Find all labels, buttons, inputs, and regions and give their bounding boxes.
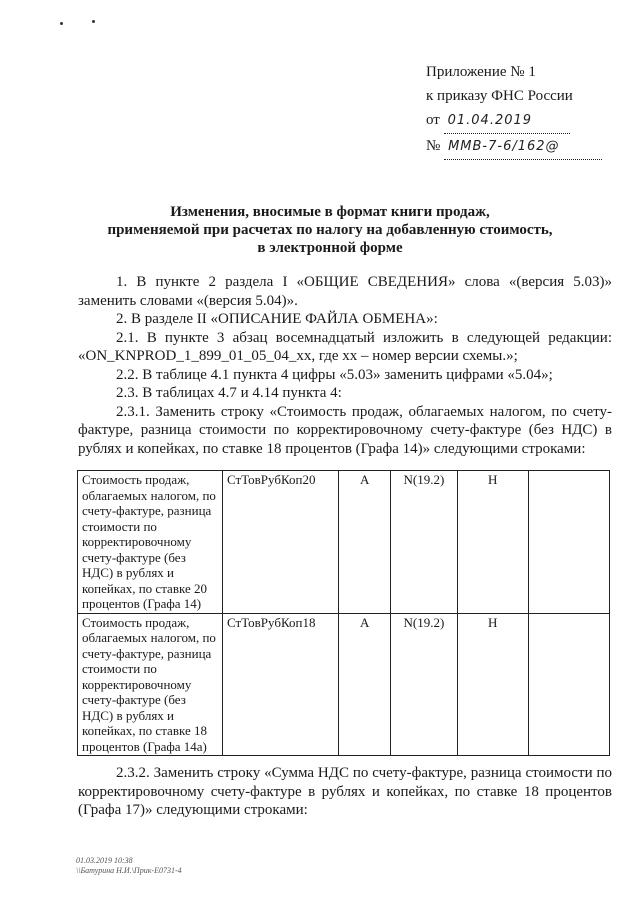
cell-extra [528,613,609,756]
paragraph-2-2: 2.2. В таблице 4.1 пункта 4 цифры «5.03» заменить цифрами «5.04»; [116,366,553,383]
cell-name: Стоимость продаж, облагаемых налогом, по счету-фактуре, разница стоимости по корректировочному счету-фактуре (без НДС) в рублях и копейках, по ставке 18 процентов (Графа 14а) [78,613,223,756]
scan-mark [60,22,63,25]
title-line: применяемой при расчетах по налогу на добавленную стоимость, [107,222,553,238]
date-prefix: от [426,112,440,128]
handwritten-date: 01.04.2019 [444,109,570,134]
cell-type: А [339,613,391,756]
replacement-table [77,470,610,756]
paragraph-2-3-2: 2.3.2. Заменить строку «Сумма НДС по счету-фактуре, разница стоимости по корректировочному счету-фактуре в рублях и копейках, по ставке 18 процентов (Графа 17)» следующими строками: [78,765,612,818]
document-body [78,273,612,458]
cell-extra [528,471,609,614]
document-body-continued [78,764,612,820]
paragraph-1: 1. В пункте 2 раздела I «ОБЩИЕ СВЕДЕНИЯ» слова «(версия 5.03)» заменить словами «(версия 5.04)». [78,274,612,309]
footer-timestamp: 01.03.2019 10:38 [76,856,133,865]
document-title [60,203,600,257]
appendix-header [426,60,602,160]
paragraph-2: 2. В разделе II «ОПИСАНИЕ ФАЙЛА ОБМЕНА»: [116,311,438,327]
paragraph-2-1: 2.1. В пункте 3 абзац восемнадцатый изложить в следующей редакции: «ON_KNPROD_1_899_01_05_04_xx, где xx – номер версии схемы.»; [78,329,612,364]
cell-format: N(19.2) [391,613,458,756]
appendix-number-row [426,134,602,160]
table-row [78,613,610,756]
number-prefix: № [426,138,441,154]
paragraph-2-3: 2.3. В таблицах 4.7 и 4.14 пункта 4: [116,385,342,401]
paragraph-2-3-1: 2.3.1. Заменить строку «Стоимость продаж, облагаемых налогом, по счету-фактуре, разница стоимости по корректировочному счету-фактуре (без НДС) в рублях и копейках, по ставке 18 процентов (Графа 14)» следующими строками: [78,403,612,457]
cell-code: СтТовРубКоп18 [223,613,339,756]
cell-mandatory: Н [457,613,528,756]
handwritten-number: ММВ-7-6/162@ [444,135,602,160]
title-line: Изменения, вносимые в формат книги продаж, [170,204,490,220]
cell-code: СтТовРубКоп20 [223,471,339,614]
cell-format: N(19.2) [391,471,458,614]
appendix-order-ref: к приказу ФНС России [426,88,573,104]
cell-mandatory: Н [457,471,528,614]
scan-mark [92,20,95,23]
footer-path: \\Батурина Н.И.\Прик-Е0731-4 [76,866,182,875]
title-line: в электронной форме [257,240,403,256]
appendix-date-row [426,108,602,134]
cell-type: А [339,471,391,614]
appendix-title: Приложение № 1 [426,64,536,80]
table-row [78,471,610,614]
footer-stamp [76,856,182,876]
cell-name: Стоимость продаж, облагаемых налогом, по счету-фактуре, разница стоимости по корректировочному счету-фактуре (без НДС) в рублях и копейках, по ставке 20 процентов (Графа 14) [78,471,223,614]
